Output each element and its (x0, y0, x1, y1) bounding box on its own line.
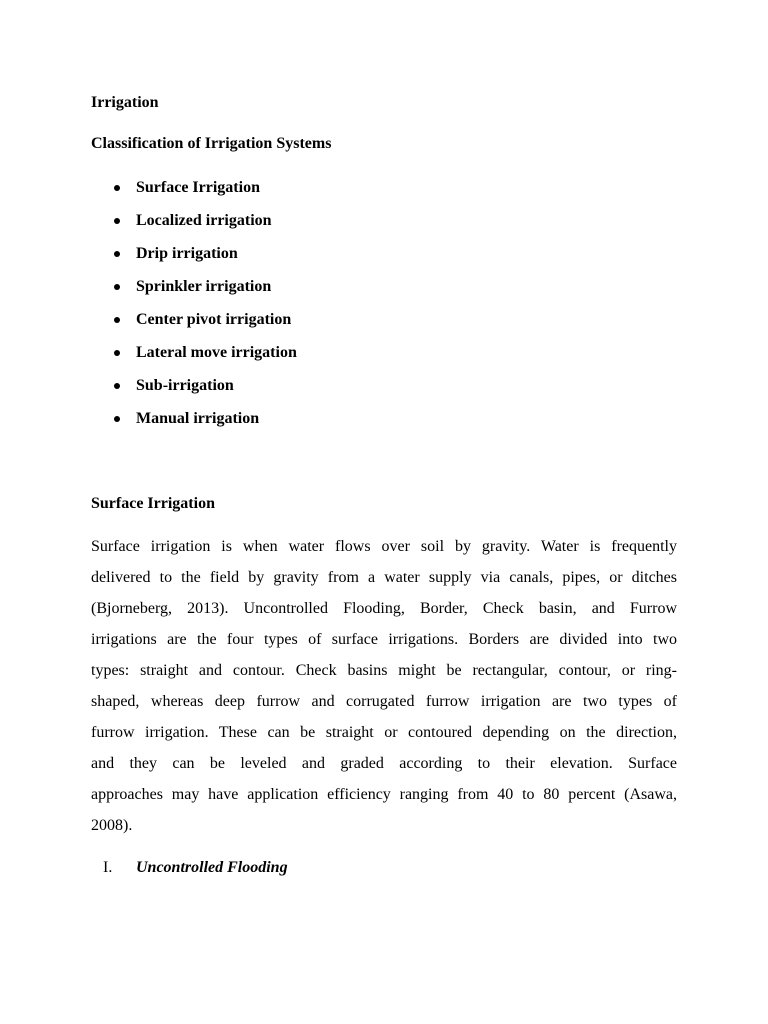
paragraph-line: shaped, whereas deep furrow and corrugated furrow irrigation are two types of (91, 693, 677, 710)
list-item-label: Sub-irrigation (136, 377, 234, 394)
paragraph-line: Surface irrigation is when water flows over soil by gravity. Water is frequently (91, 538, 677, 555)
list-item (0, 178, 600, 200)
list-item-label: Center pivot irrigation (136, 311, 292, 328)
paragraph-line: types: straight and contour. Check basins might be rectangular, contour, or ring- (91, 662, 677, 679)
list-item-label: Localized irrigation (136, 212, 272, 229)
list-item-label: Drip irrigation (136, 245, 238, 262)
paragraph-line: irrigations are the four types of surface irrigations. Borders are divided into two (91, 631, 677, 648)
list-item-label: Manual irrigation (136, 410, 260, 427)
paragraph-line: furrow irrigation. These can be straight or contoured depending on the direction, (91, 724, 677, 741)
surface-irrigation-heading: Surface Irrigation (91, 495, 215, 512)
list-item-label: Sprinkler irrigation (136, 278, 272, 295)
classification-heading: Classification of Irrigation Systems (91, 135, 332, 152)
bullet-icon (114, 350, 120, 356)
surface-irrigation-paragraph (91, 535, 677, 845)
bullet-icon (114, 251, 120, 257)
bullet-icon (114, 416, 120, 422)
bullet-icon (114, 218, 120, 224)
paragraph-line: and they can be leveled and graded according to their elevation. Surface (91, 755, 677, 772)
list-item (0, 310, 600, 332)
bullet-icon (114, 185, 120, 191)
list-item (0, 277, 600, 299)
document-title: Irrigation (91, 94, 159, 111)
paragraph-line: (Bjorneberg, 2013). Uncontrolled Flooding, Border, Check basin, and Furrow (91, 600, 677, 617)
paragraph-line: approaches may have application efficiency ranging from 40 to 80 percent (Asawa, (91, 786, 677, 803)
paragraph-line: delivered to the field by gravity from a water supply via canals, pipes, or ditches (91, 569, 677, 586)
list-item (0, 244, 600, 266)
bullet-icon (114, 317, 120, 323)
list-item (0, 376, 600, 398)
bullet-icon (114, 383, 120, 389)
bullet-icon (114, 284, 120, 290)
list-item-label: Lateral move irrigation (136, 344, 297, 361)
subsection-title: Uncontrolled Flooding (136, 859, 288, 876)
list-item (0, 409, 600, 431)
list-item-label: Surface Irrigation (136, 179, 260, 196)
roman-numeral: I. (103, 859, 113, 876)
list-item (0, 343, 600, 365)
uncontrolled-flooding-subheading (0, 858, 600, 880)
paragraph-line: 2008). (91, 817, 133, 834)
list-item (0, 211, 600, 233)
